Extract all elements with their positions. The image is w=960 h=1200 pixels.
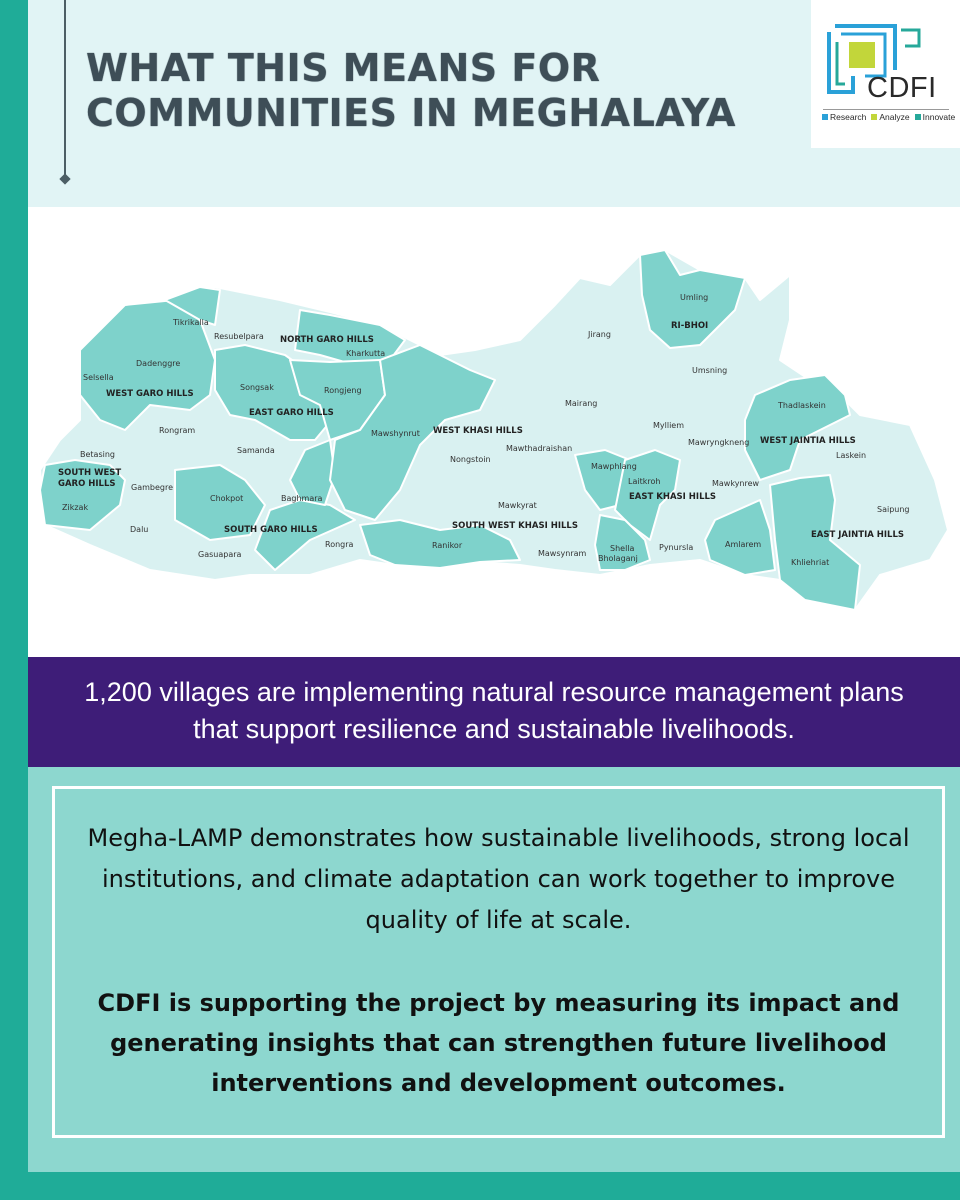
district-label: EAST JAINTIA HILLS: [811, 530, 905, 540]
district-label: WEST JAINTIA HILLS: [760, 436, 856, 446]
block-label: Mawthadraishan: [506, 444, 573, 453]
block-label: Betasing: [80, 450, 115, 459]
block-label: Mawkyrat: [498, 501, 537, 510]
block-label: Jirang: [588, 330, 611, 339]
map-area: [28, 207, 960, 657]
block-label: Mairang: [565, 399, 598, 408]
block-label: Shella Bholaganj: [598, 544, 638, 563]
district-label: NORTH GARO HILLS: [280, 335, 374, 345]
logo-name: CDFI: [867, 72, 937, 104]
block-label: Amlarem: [725, 540, 762, 549]
body-paragraph-2: CDFI is supporting the project by measuring its impact and generating insights that can strengthen future livelihood interventions and development outcomes.: [97, 989, 900, 1097]
tagline-label: Analyze: [879, 112, 910, 122]
banner-text: 1,200 villages are implementing natural resource management plans that support resilience and sustainable livelihoods.: [84, 677, 904, 744]
block-label: Rongjeng: [324, 386, 362, 395]
block-label: Nongstoin: [450, 455, 491, 464]
district-label: EAST GARO HILLS: [249, 408, 334, 418]
block-label: Thadlaskein: [778, 401, 826, 410]
block-label: Songsak: [240, 383, 274, 392]
body-paragraph-1: Megha-LAMP demonstrates how sustainable livelihoods, strong local institutions, and climate adaptation can work together to improve quality of life at scale.: [87, 824, 910, 934]
stat-banner: [28, 657, 960, 767]
block-label: Rongra: [325, 540, 354, 549]
block-label: Khliehriat: [791, 558, 830, 567]
block-label: Resubelpara: [214, 332, 264, 341]
square-icon: [915, 114, 921, 120]
block-label: Dadenggre: [136, 359, 181, 368]
page-title: WHAT THIS MEANS FOR COMMUNITIES IN MEGHALAYA: [86, 46, 736, 135]
block-label: Kharkutta: [346, 349, 386, 358]
block-label: Laitkroh: [628, 477, 661, 486]
logo-tagline: [822, 112, 957, 122]
tagline-analyze: [871, 112, 909, 122]
block-label: Mawphlang: [591, 462, 637, 471]
block-label: Samanda: [237, 446, 275, 455]
block-label: Gambegre: [131, 483, 174, 492]
block-label: Pynursla: [659, 543, 694, 552]
tagline-label: Innovate: [922, 112, 956, 122]
block-label: Umsning: [692, 366, 728, 375]
tagline-research: [822, 112, 866, 122]
square-icon: [822, 114, 828, 120]
block-label: Selsella: [83, 373, 114, 382]
block-label: Dalu: [130, 525, 149, 534]
district-label: SOUTH GARO HILLS: [224, 525, 318, 535]
district-label: WEST KHASI HILLS: [433, 426, 523, 436]
block-label: Mawryngkneng: [688, 438, 750, 447]
tagline-innovate: [915, 112, 956, 122]
district-label: EAST KHASI HILLS: [629, 492, 717, 502]
block-label: Saipung: [877, 505, 910, 514]
district-label: SOUTH WEST KHASI HILLS: [452, 521, 578, 531]
block-label: Tikrikalla: [173, 318, 209, 327]
block-label: Mawkynrew: [712, 479, 760, 488]
block-label: Zikzak: [62, 503, 89, 512]
block-label: Mylliem: [653, 421, 685, 430]
logo-divider: [823, 109, 949, 110]
block-label: Gasuapara: [198, 550, 242, 559]
district-label: WEST GARO HILLS: [106, 389, 194, 399]
block-label: Umling: [680, 293, 709, 302]
block-label: Rongram: [159, 426, 196, 435]
block-label: Ranikor: [432, 541, 463, 550]
block-label: Baghmara: [281, 494, 323, 503]
district-label: RI-BHOI: [671, 321, 709, 331]
square-icon: [871, 114, 877, 120]
decorative-line: [64, 0, 66, 178]
block-label: Chokpot: [210, 494, 244, 503]
tagline-label: Research: [830, 112, 867, 122]
block-label: Mawshynrut: [371, 429, 420, 438]
block-label: Mawsynram: [538, 549, 587, 558]
meghalaya-map: [28, 207, 960, 657]
block-label: Laskein: [836, 451, 867, 460]
district-label: SOUTH WEST GARO HILLS: [58, 468, 122, 489]
